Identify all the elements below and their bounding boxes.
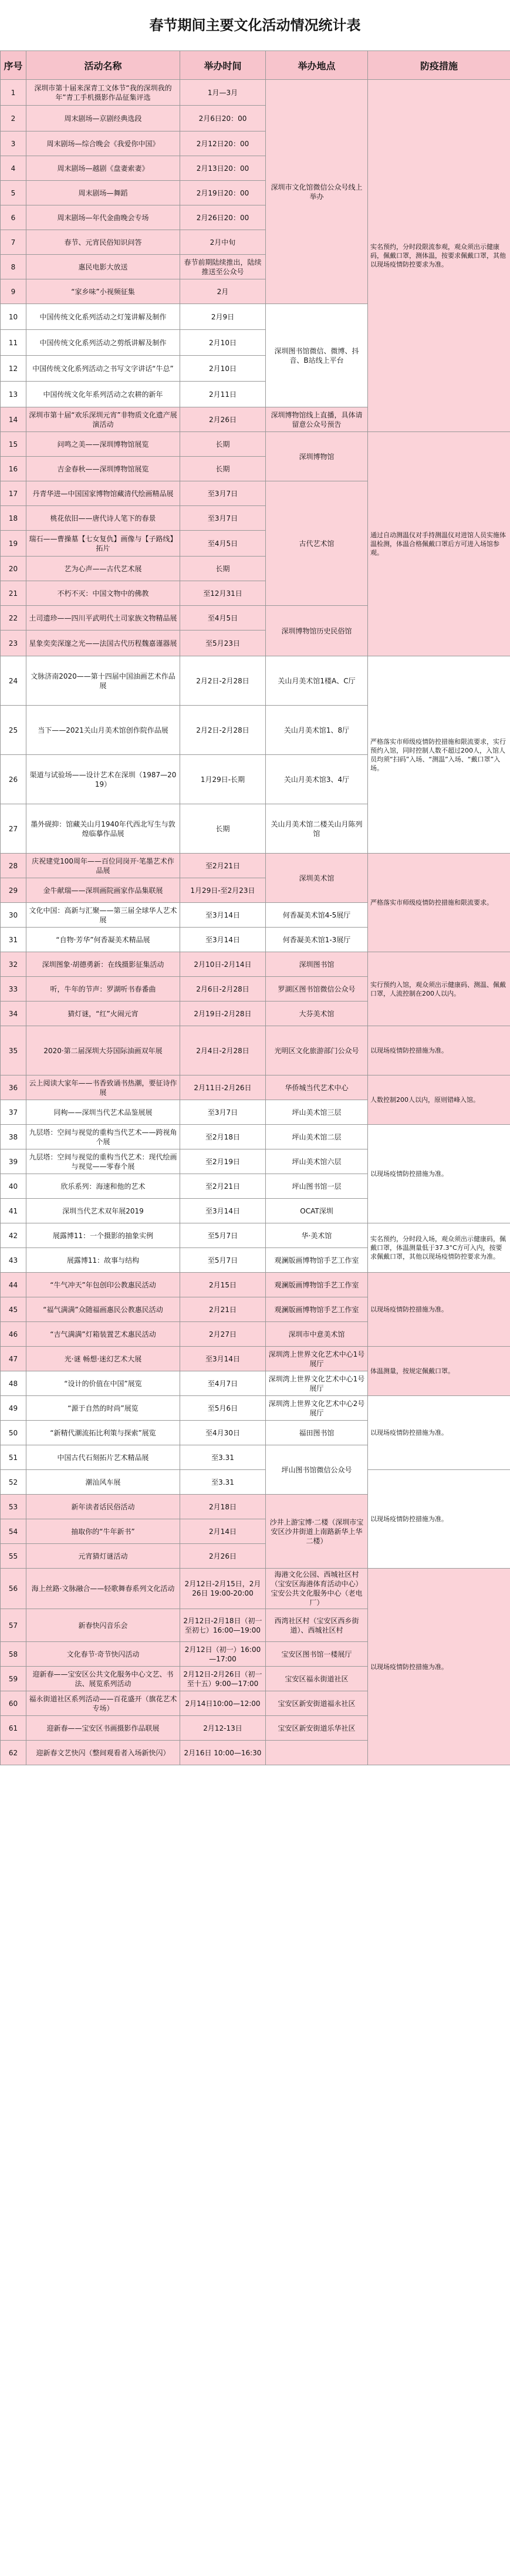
activity-name: “家乡味”小视频征集: [26, 279, 180, 304]
epidemic-measures: 以现场疫情防控措施为准。: [368, 1569, 510, 1765]
row-number: 18: [1, 506, 26, 531]
header-venue: 举办地点: [266, 51, 368, 80]
activity-time: 至3月14日: [180, 1199, 266, 1223]
activity-name: 丹青华进—中国国家博物馆藏清代绘画精品展: [26, 481, 180, 506]
row-number: 61: [1, 1716, 26, 1741]
activity-time: 2月6日20：00: [180, 106, 266, 132]
row-number: 7: [1, 230, 26, 255]
activity-time: 2月10日-2月14日: [180, 952, 266, 977]
activity-name: 渠道与试验场——设计艺术在深圳（1987—2019）: [26, 755, 180, 804]
epidemic-measures: 严格落实市师级疫情防控措施和限流要求，实行预约入馆，同时控制人数不超过200人，入馆人员均须“扫码”入场、“测温”入场、“戴口罩”入场。: [368, 656, 510, 854]
activity-time: 2月14日10:00—12:00: [180, 1691, 266, 1716]
activity-venue: 深圳市中意美术馆: [266, 1322, 368, 1347]
activity-venue: 关山月美术馆1、8厅: [266, 706, 368, 755]
activity-venue: 宝安区新安街道福永社区: [266, 1691, 368, 1716]
activity-time: 至3月14日: [180, 903, 266, 928]
row-number: 35: [1, 1026, 26, 1075]
activity-time: 至3月7日: [180, 1100, 266, 1125]
activity-time: 1月29日-至2月23日: [180, 878, 266, 903]
row-number: 13: [1, 382, 26, 407]
activity-name: 瑞石——曹操墓【七女复仇】画像与【子路线】拓片: [26, 531, 180, 557]
row-number: 37: [1, 1100, 26, 1125]
row-number: 40: [1, 1174, 26, 1199]
activity-venue: 坪山美术馆六层: [266, 1149, 368, 1174]
row-number: 57: [1, 1609, 26, 1642]
activity-venue: 关山月美术馆3、4厅: [266, 755, 368, 804]
row-number: 15: [1, 432, 26, 457]
row-number: 19: [1, 531, 26, 557]
activity-name: 文化中国：高新与汇聚——第三届全球华人艺术展: [26, 903, 180, 928]
activity-time: 至4月30日: [180, 1421, 266, 1445]
activity-time: 2月19日20：00: [180, 181, 266, 205]
table-row: [1, 1396, 510, 1421]
activity-name: 新春快闪音乐会: [26, 1609, 180, 1642]
row-number: 30: [1, 903, 26, 928]
activity-time: 至3月7日: [180, 506, 266, 531]
row-number: 49: [1, 1396, 26, 1421]
row-number: 34: [1, 1002, 26, 1026]
row-number: 9: [1, 279, 26, 304]
page-title: 春节期间主要文化活动情况统计表: [149, 17, 361, 33]
row-number: 62: [1, 1741, 26, 1765]
epidemic-measures: 实行预约入馆，观众须出示健康码、测温、佩戴口罩，人流控制在200人以内。: [368, 952, 510, 1026]
activity-venue: 观澜版画博物馆手艺工作室: [266, 1297, 368, 1322]
activity-name: 猜灯谜，“红”火闹元宵: [26, 1002, 180, 1026]
activity-time: 2月18日: [180, 1495, 266, 1519]
row-number: 59: [1, 1667, 26, 1691]
activity-venue: 华·美术馆: [266, 1223, 368, 1248]
activity-venue: 深圳湾上世界文化艺术中心1号展厅: [266, 1371, 368, 1396]
activity-name: 庆祝建党100周年——百位同岗开·笔墨艺术作品展: [26, 854, 180, 878]
activity-time: 至5月7日: [180, 1248, 266, 1273]
activity-time: 至4月5日: [180, 531, 266, 557]
row-number: 58: [1, 1642, 26, 1667]
activity-venue: 何香凝美术馆4-5展厅: [266, 903, 368, 928]
activity-time: 2月14日: [180, 1519, 266, 1544]
activity-name: 九层塔：空间与视觉的重构当代艺术——跨视角个展: [26, 1125, 180, 1149]
row-number: 23: [1, 630, 26, 656]
activity-venue: 深圳湾上世界文化艺术中心1号展厅: [266, 1347, 368, 1371]
activity-name: 中国古代石刻拓片艺术精品展: [26, 1445, 180, 1470]
activity-venue: 深圳湾上世界文化艺术中心2号展厅: [266, 1396, 368, 1421]
activity-time: 至2月21日: [180, 1174, 266, 1199]
header-row: [1, 51, 510, 80]
activity-time: 2月12日20：00: [180, 132, 266, 156]
activity-time: 至2月21日: [180, 854, 266, 878]
activity-time: 2月9日: [180, 304, 266, 330]
activity-venue: 华侨城当代艺术中心: [266, 1075, 368, 1100]
epidemic-measures: 以现场疫情防控措施为准。: [368, 1396, 510, 1470]
activity-time: 至2月19日: [180, 1149, 266, 1174]
activity-venue: 坪山图书馆一层: [266, 1174, 368, 1199]
activity-time: 2月10日: [180, 356, 266, 382]
row-number: 4: [1, 156, 26, 181]
activity-time: 长期: [180, 804, 266, 854]
row-number: 24: [1, 656, 26, 706]
row-number: 32: [1, 952, 26, 977]
activity-name: 周末剧场—京剧经典选段: [26, 106, 180, 132]
row-number: 56: [1, 1569, 26, 1609]
row-number: 26: [1, 755, 26, 804]
activity-venue: 宝安区福永街道社区: [266, 1667, 368, 1691]
activity-name: 海上丝路·文脉融合——轻歌舞春系列文化活动: [26, 1569, 180, 1609]
row-number: 12: [1, 356, 26, 382]
table-body: [1, 80, 510, 1765]
activity-venue: 观澜版画博物馆手艺工作室: [266, 1248, 368, 1273]
row-number: 31: [1, 928, 26, 952]
activity-name: “牛气冲天”年包创印公教惠民活动: [26, 1273, 180, 1297]
activity-time: 2月26日: [180, 407, 266, 432]
row-number: 20: [1, 557, 26, 581]
activity-name: 抽取你的“牛年新书”: [26, 1519, 180, 1544]
activity-name: 福永街道社区系列活动——百花盛开（旗花艺术专场）: [26, 1691, 180, 1716]
activity-time: 至4月7日: [180, 1371, 266, 1396]
activity-time: 2月6日-2月28日: [180, 977, 266, 1002]
table-row: [1, 854, 510, 878]
activity-time: 至5月7日: [180, 1223, 266, 1248]
activity-name: 光·谜 畅想·迷幻艺术大展: [26, 1347, 180, 1371]
row-number: 45: [1, 1297, 26, 1322]
activity-name: 桃花依旧——唐代诗人笔下的春景: [26, 506, 180, 531]
table-row: [1, 656, 510, 706]
row-number: 46: [1, 1322, 26, 1347]
row-number: 2: [1, 106, 26, 132]
activity-time: 至3.31: [180, 1470, 266, 1495]
activity-venue: 关山月美术馆二楼关山月陈列馆: [266, 804, 368, 854]
row-number: 50: [1, 1421, 26, 1445]
activity-venue: 古代艺术馆: [266, 481, 368, 606]
epidemic-measures: 以现场疫情防控措施为准。: [368, 1273, 510, 1347]
activity-name: 听，牛年的节声：罗湖听书春番曲: [26, 977, 180, 1002]
activity-venue: 西湾社区村（宝安区西乡街道）、西城社区村: [266, 1609, 368, 1642]
activity-time: 至3月14日: [180, 1347, 266, 1371]
activity-venue: 深圳图书馆微信、微博、抖音、B站线上平台: [266, 304, 368, 407]
activity-time: 2月16日 10:00—16:30: [180, 1741, 266, 1765]
row-number: 8: [1, 255, 26, 279]
activity-time: 至3月14日: [180, 928, 266, 952]
activity-venue: 深圳图书馆: [266, 952, 368, 977]
epidemic-measures: 以现场疫情防控措施为准。: [368, 1470, 510, 1569]
activity-time: 2月26日: [180, 1544, 266, 1569]
activity-name: 深圳图象·胡德勇新：在线摄影征集活动: [26, 952, 180, 977]
row-number: 22: [1, 606, 26, 630]
activity-time: 2月11日: [180, 382, 266, 407]
row-number: 38: [1, 1125, 26, 1149]
activity-time: 2月: [180, 279, 266, 304]
activity-time: 2月26日20：00: [180, 205, 266, 230]
activity-time: 2月21日: [180, 1297, 266, 1322]
table-row: [1, 1075, 510, 1100]
activity-name: 春节、元宵民俗知识问答: [26, 230, 180, 255]
activity-time: 2月27日: [180, 1322, 266, 1347]
row-number: 42: [1, 1223, 26, 1248]
activity-time: 1月29日-长期: [180, 755, 266, 804]
activity-name: 周末剧场—综合晚会《我爱你中国》: [26, 132, 180, 156]
activity-name: 问鸣之美——深圳博物馆展览: [26, 432, 180, 457]
activity-time: 2月10日: [180, 330, 266, 356]
activity-venue: 光明区文化旅游部门公众号: [266, 1026, 368, 1075]
activity-venue: 福田图书馆: [266, 1421, 368, 1445]
activity-time: 2月12-13日: [180, 1716, 266, 1741]
row-number: 52: [1, 1470, 26, 1495]
epidemic-measures: 以现场疫情防控措施为准。: [368, 1026, 510, 1075]
activity-name: 迎新春——宝安区书画摄影作品联展: [26, 1716, 180, 1741]
activity-venue: 大芬美术馆: [266, 1002, 368, 1026]
activity-name: 周末剧场—舞蹈: [26, 181, 180, 205]
activity-name: “自物·芳华”何香凝美术精品展: [26, 928, 180, 952]
activity-name: 星象奕奕深邃之光——法国古代历程魏嘉谨器展: [26, 630, 180, 656]
activity-time: 2月2日-2月28日: [180, 706, 266, 755]
header-name: 活动名称: [26, 51, 180, 80]
row-number: 39: [1, 1149, 26, 1174]
activity-time: 2月中旬: [180, 230, 266, 255]
table-row: [1, 1026, 510, 1075]
row-number: 5: [1, 181, 26, 205]
activity-venue: 深圳博物馆历史民俗馆: [266, 606, 368, 656]
activity-name: 欣乐系列：海速和他的艺术: [26, 1174, 180, 1199]
activity-name: 深圳当代艺术双年展2019: [26, 1199, 180, 1223]
epidemic-measures: 实名预约，分时段入场，观众须出示健康码，佩戴口罩，体温测量低于37.3°C方可入内，按要求佩戴口罩，其他以现场疫情防控要求为准。: [368, 1223, 510, 1273]
row-number: 27: [1, 804, 26, 854]
activity-name: 云上阅读大家年——书香致诵书热潮，要征诗作展: [26, 1075, 180, 1100]
activity-time: 2月19日-2月28日: [180, 1002, 266, 1026]
activity-time: 至3月7日: [180, 481, 266, 506]
activity-time: 1月—3月: [180, 80, 266, 106]
activity-name: 惠民电影大放送: [26, 255, 180, 279]
activity-time: 至5月23日: [180, 630, 266, 656]
activity-name: 中国传统文化系列活动之灯笼讲解及制作: [26, 304, 180, 330]
activity-name: “源于自然的时尚”展览: [26, 1396, 180, 1421]
activity-name: 同枸——深圳当代艺术品鉴展展: [26, 1100, 180, 1125]
activity-name: 文化春节·奇节快闪活动: [26, 1642, 180, 1667]
activity-name: “设计的价值在中国”展览: [26, 1371, 180, 1396]
activity-name: 土司遗珍——四川平武明代土司家族文物精品展: [26, 606, 180, 630]
epidemic-measures: 实名预约，分时段限流参观，观众须出示健康码，佩戴口罩，测体温，按要求佩戴口罩，其他以现场疫情防控要求为准。: [368, 80, 510, 432]
row-number: 53: [1, 1495, 26, 1519]
activity-name: 周末剧场—越剧《盘妻索妻》: [26, 156, 180, 181]
activity-name: 吉金春秋——深圳博物馆展览: [26, 457, 180, 481]
epidemic-measures: 人数控制200人以内，原则错峰入馆。: [368, 1075, 510, 1125]
row-number: 54: [1, 1519, 26, 1544]
activity-time: 2月2日-2月28日: [180, 656, 266, 706]
row-number: 16: [1, 457, 26, 481]
activity-venue: 沙井上游宝博·二楼（深圳市宝安区沙井街道上南路新华上华二楼）: [266, 1495, 368, 1569]
activity-time: 至5月6日: [180, 1396, 266, 1421]
row-number: 36: [1, 1075, 26, 1100]
row-number: 47: [1, 1347, 26, 1371]
activity-name: 金牛献瑞——深圳画院画家作品集联展: [26, 878, 180, 903]
header-time: 举办时间: [180, 51, 266, 80]
row-number: 44: [1, 1273, 26, 1297]
table-row: [1, 1569, 510, 1609]
activity-time: 春节前期陆续推出，陆续推送至公众号: [180, 255, 266, 279]
activity-venue: 深圳市文化馆微信公众号线上举办: [266, 80, 368, 304]
row-number: 60: [1, 1691, 26, 1716]
activity-venue: 观澜版画博物馆手艺工作室: [266, 1273, 368, 1297]
activity-venue: 坪山美术馆二层: [266, 1125, 368, 1149]
activity-venue: 深圳博物馆: [266, 432, 368, 481]
row-number: 29: [1, 878, 26, 903]
row-number: 10: [1, 304, 26, 330]
table-row: [1, 1273, 510, 1297]
activity-time: 长期: [180, 557, 266, 581]
table-row: [1, 1470, 510, 1495]
row-number: 14: [1, 407, 26, 432]
header-measures: 防疫措施: [368, 51, 510, 80]
row-number: 11: [1, 330, 26, 356]
activity-venue: 何香凝美术馆1-3展厅: [266, 928, 368, 952]
row-number: 6: [1, 205, 26, 230]
activity-name: 文脉济南2020——第十四届中国油画艺术作品展: [26, 656, 180, 706]
activity-name: 深圳市第十届来深青工文体节“我的深圳我的年”青工手机摄影作品征集评选: [26, 80, 180, 106]
activity-name: 周末剧场—年代金曲晚会专场: [26, 205, 180, 230]
activity-venue: 宝安区图书馆一楼展厅: [266, 1642, 368, 1667]
activity-time: 长期: [180, 432, 266, 457]
activity-name: 新年读者话民俗活动: [26, 1495, 180, 1519]
activity-time: 2月11日-2月26日: [180, 1075, 266, 1100]
activity-name: 九层塔：空间与视觉的重构当代艺术：现代绘画与视觉——零春个展: [26, 1149, 180, 1174]
activity-venue: 坪山图书馆微信公众号: [266, 1445, 368, 1495]
activity-time: 至4月5日: [180, 606, 266, 630]
activity-name: “福气满满”众随福画惠民公教惠民活动: [26, 1297, 180, 1322]
activity-table: [0, 50, 510, 1765]
table-row: [1, 952, 510, 977]
row-number: 55: [1, 1544, 26, 1569]
activity-time: 至2月18日: [180, 1125, 266, 1149]
activity-venue: 坪山美术馆三层: [266, 1100, 368, 1125]
row-number: 51: [1, 1445, 26, 1470]
row-number: 33: [1, 977, 26, 1002]
activity-time: 至12月31日: [180, 581, 266, 606]
activity-name: 展露博11：一个摄影的抽象实例: [26, 1223, 180, 1248]
activity-name: 中国传统文化系列活动之书写文字讲话“牛总”: [26, 356, 180, 382]
row-number: 41: [1, 1199, 26, 1223]
activity-name: 当下——2021关山月美术馆创作院作品展: [26, 706, 180, 755]
activity-name: “新精代潮流拓比利策与探索”展览: [26, 1421, 180, 1445]
activity-name: 展露博11：故事与结构: [26, 1248, 180, 1273]
activity-name: “吉气满满”灯箱装置艺术惠民活动: [26, 1322, 180, 1347]
row-number: 43: [1, 1248, 26, 1273]
activity-time: 2月12日-2月26日（初一至十五）9:00—17:00: [180, 1667, 266, 1691]
epidemic-measures: 以现场疫情防控措施为准。: [368, 1125, 510, 1223]
row-number: 17: [1, 481, 26, 506]
activity-venue: OCAT深圳: [266, 1199, 368, 1223]
activity-time: 2月12日-2月18日（初一至初七）16:00—19:00: [180, 1609, 266, 1642]
table-row: [1, 1125, 510, 1149]
header-no: 序号: [1, 51, 26, 80]
activity-name: 2020·第二届深圳大芬国际油画双年展: [26, 1026, 180, 1075]
activity-name: 不朽不灭：中国文物中的佛教: [26, 581, 180, 606]
activity-venue: 深圳博物馆线上直播，具体请留意公众号预告: [266, 407, 368, 432]
activity-name: 潮汕风车展: [26, 1470, 180, 1495]
table-row: [1, 1223, 510, 1248]
epidemic-measures: 体温测量，按规定佩戴口罩。: [368, 1347, 510, 1396]
activity-name: 深圳市第十届“欢乐深圳元宵”非物质文化遗产展演活动: [26, 407, 180, 432]
activity-time: 2月4日-2月28日: [180, 1026, 266, 1075]
activity-name: 迎新春——宝安区公共文化服务中心文艺、书法、展览系列活动: [26, 1667, 180, 1691]
activity-venue: [266, 1741, 368, 1765]
epidemic-measures: 严格落实市师级疫情防控措施和限流要求。: [368, 854, 510, 952]
activity-venue: 海港文化公园、西城社区村（宝安区海港体育活动中心）宝安公共文化服务中心（老电厂）: [266, 1569, 368, 1609]
row-number: 1: [1, 80, 26, 106]
activity-venue: 深圳美术馆: [266, 854, 368, 903]
activity-name: 艺为心声——古代艺术展: [26, 557, 180, 581]
activity-name: 元宵猜灯谜活动: [26, 1544, 180, 1569]
activity-name: 墨外砚抑：馆藏关山月1940年代西北写生与敦煌临摹作品展: [26, 804, 180, 854]
row-number: 3: [1, 132, 26, 156]
table-row: [1, 432, 510, 457]
activity-time: 2月15日: [180, 1273, 266, 1297]
activity-time: 长期: [180, 457, 266, 481]
row-number: 25: [1, 706, 26, 755]
activity-name: 中国传统文化系列活动之剪纸讲解及制作: [26, 330, 180, 356]
activity-time: 2月13日20：00: [180, 156, 266, 181]
activity-venue: 关山月美术馆1楼A、C厅: [266, 656, 368, 706]
row-number: 48: [1, 1371, 26, 1396]
table-row: [1, 1347, 510, 1371]
activity-venue: 宝安区新安街道乐华社区: [266, 1716, 368, 1741]
activity-time: 至3.31: [180, 1445, 266, 1470]
activity-time: 2月12日（初一）16:00—17:00: [180, 1642, 266, 1667]
row-number: 21: [1, 581, 26, 606]
epidemic-measures: 通过自动测温仪对手持测温仪对进馆人员实施体温检测，体温合格佩戴口罩后方可进入场馆参观。: [368, 432, 510, 656]
activity-name: 迎新春文艺快闪（整间观看者入场新快闪）: [26, 1741, 180, 1765]
activity-time: 2月12日-2月15日，2月26日 19:00-20:00: [180, 1569, 266, 1609]
activity-name: 中国传统文化年系列活动之农耕的新年: [26, 382, 180, 407]
row-number: 28: [1, 854, 26, 878]
activity-venue: 罗湖区图书馆微信公众号: [266, 977, 368, 1002]
table-row: [1, 80, 510, 106]
